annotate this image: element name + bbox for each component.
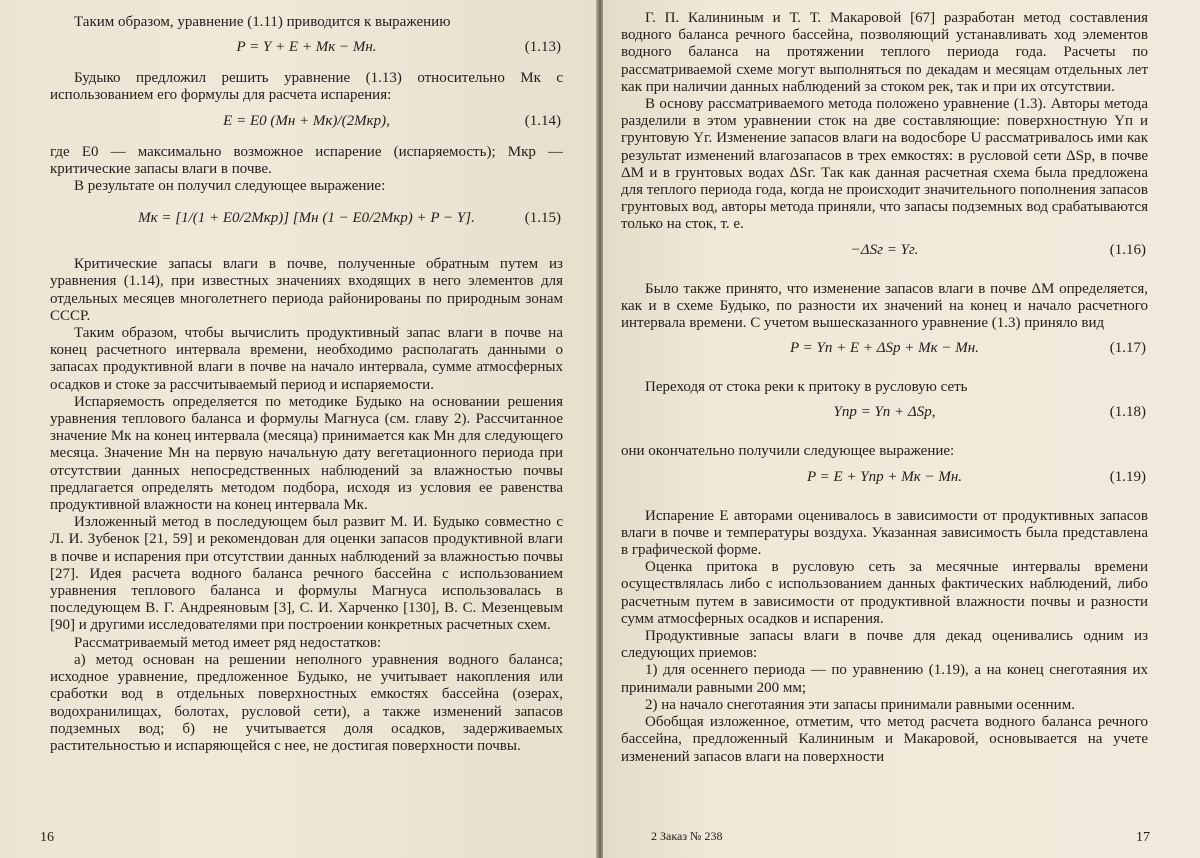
paragraph: Г. П. Калининым и Т. Т. Макаровой [67] разработан метод составления водного баланса речного бассейна, позволяющий устанавливать ход элементов водного баланса на протяжении теплого периода года. Расчеты по рассматриваемой схеме могут выполняться по декадам и месяцам отдельных лет как при наличии данных наблюдений за стоком рек, так и при их отсутствии. xyxy=(621,10,1148,95)
list-item: 1) для осеннего периода — по уравнению (1.19), а на конец снеготаяния их принимали равными 200 мм; xyxy=(621,662,1148,696)
equation-body: Yпр = Yп + ΔSр, xyxy=(833,404,936,421)
paragraph: Переходя от стока реки к притоку в русловую сеть xyxy=(645,379,968,396)
equation-1-15 xyxy=(50,198,563,238)
paragraph: а) метод основан на решении неполного уравнения водного баланса; исходное уравнение, предложенное Будыко, не учитывает накопления или сработки вод в отдельных поверхностных емкостях бассейна (озерах, водохранилищах, болотах, русловой сети), а также изменений запасов подземных вод; б) не учитывается доля осадков, задерживаемых растительностью и испаряющейся с нее, не достигая поверхности почвы. xyxy=(50,651,563,754)
equation-number: (1.18) xyxy=(1109,404,1146,421)
right-page xyxy=(603,0,1200,858)
paragraph: где E0 — максимально возможное испарение (испаряемость); Mкр — критические запасы влаги в почве. xyxy=(50,143,563,177)
paragraph: они окончательно получили следующее выражение: xyxy=(621,443,955,460)
equation-1-19 xyxy=(621,464,1148,490)
equation-number: (1.16) xyxy=(1109,241,1146,258)
equation-1-18 xyxy=(621,399,1148,425)
page-number: 17 xyxy=(1136,830,1150,845)
spacer xyxy=(621,365,1148,379)
paragraph: Испаряемость определяется по методике Будыко на основании решения уравнения теплового баланса и формулы Магнуса (см. главу 2). Рассчитанное значение Mк на конец интервала (месяца) принимается как Mн для следующего месяца. Значение Mн на первую начальную дату вегетационного периода при отсутствии данных непосредственных наблюдений за влажностью почвы предлагается определять методом подбора, исходя из условия ее равенства продуктивной влажности на конец интервала Mк. xyxy=(50,393,563,514)
equation-body: P = Yп + E + ΔSр + Mк − Mн. xyxy=(789,340,979,357)
spacer xyxy=(50,242,563,256)
paragraph: Таким образом, чтобы вычислить продуктивный запас влаги в почве на конец расчетного интервала времени, необходимо располагать данными о запасах продуктивной влаги в почве на начало интервала, сумме атмосферных осадков и стоке за рассчитываемый период и испаряемости. xyxy=(50,325,563,393)
page-number: 16 xyxy=(40,830,54,845)
paragraph: Будыко предложил решить уравнение (1.13) относительно Mк с использованием его формулы для расчета испарения: xyxy=(50,70,563,104)
paragraph: Обобщая изложенное, отметим, что метод расчета водного баланса речного бассейна, предложенный Калининым и Макаровой, основывается на учете изменений запасов влаги на поверхности xyxy=(621,714,1148,765)
paragraph: В результате он получил следующее выражение: xyxy=(74,178,386,195)
paragraph: Таким образом, уравнение (1.11) приводится к выражению xyxy=(74,14,451,30)
paragraph: Критические запасы влаги в почве, полученные обратным путем из уравнения (1.14), при известных значениях входящих в него элементов для отдельных месяцев многолетнего периода районированы по природным зонам СССР. xyxy=(50,256,563,324)
equation-body: Mк = [1/(1 + E0/2Mкр)] [Mн (1 − E0/2Mкр) + P − Y]. xyxy=(138,210,475,227)
paragraph: Рассматриваемый метод имеет ряд недостатков: xyxy=(74,634,382,651)
equation-number: (1.17) xyxy=(1109,340,1146,357)
equation-1-16 xyxy=(621,237,1148,263)
equation-number: (1.19) xyxy=(1109,468,1146,485)
spacer xyxy=(621,429,1148,443)
equation-body: P = E + Yпр + Mк − Mн. xyxy=(806,468,963,485)
spacer xyxy=(621,494,1148,508)
paragraph: Продуктивные запасы влаги в почве для декад оценивались одним из следующих приемов: xyxy=(621,628,1148,662)
equation-number: (1.14) xyxy=(524,112,561,129)
equation-1-13 xyxy=(50,34,563,60)
equation-number: (1.15) xyxy=(524,210,561,227)
equation-number: (1.13) xyxy=(524,39,561,56)
paragraph: Оценка притока в русловую сеть за месячные интервалы времени осуществлялась либо с использованием данных фактических наблюдений, либо расчетным путем в зависимости от продуктивной влажности почвы и разности сумм атмосферных осадков и испарения. xyxy=(621,559,1148,627)
paragraph: В основу рассматриваемого метода положено уравнение (1.3). Авторы метода разделили в этом уравнении сток на две составляющие: поверхностную Yп и грунтовую Yг. Изменение запасов влаги на водосборе U рассматривалось ими как результат изменений влагозапасов в трех емкостях: в русловой сети ΔSр, в почве ΔM и в грунтовых водах ΔSг. Так как данная расчетная схема была предложена для теплого периода года, когда не происходит значительного пополнения запасов грунтовых вод, авторы метода приняли, что запасы подземных вод срабатываются только на сток, т. е. xyxy=(621,96,1148,233)
equation-body: E = E0 (Mн + Mк)/(2Mкр), xyxy=(223,112,390,129)
equation-1-17 xyxy=(621,335,1148,361)
spacer xyxy=(621,267,1148,281)
list-item: 2) на начало снеготаяния эти запасы принимали равными осенним. xyxy=(645,696,1075,713)
equation-1-14 xyxy=(50,108,563,134)
paragraph: Было также принято, что изменение запасов влаги в почве ΔM определяется, как и в схеме Будыко, по разности их значений на конец и начало расчетного интервала времени. С учетом вышесказанного уравнение (1.3) приняло вид xyxy=(621,280,1148,332)
equation-body: P = Y + E + Mк − Mн. xyxy=(236,39,377,56)
paragraph: Испарение E авторами оценивалось в зависимости от продуктивных запасов влаги в почве и температуры воздуха. Указанная зависимость была представлена в графической форме. xyxy=(621,507,1148,559)
left-page xyxy=(0,0,597,858)
paragraph: Изложенный метод в последующем был развит М. И. Будыко совместно с Л. И. Зубенок [21, 59] и рекомендован для оценки запасов продуктивной влаги в почве и испарения при отсутствии данных наблюдений за влажностью почвы [27]. Идея расчета водного баланса речного бассейна с использованием уравнения теплового баланса и формулы Магнуса использовалась в последующем В. Г. Андреяновым [3], С. И. Харченко [130], В. С. Мезенцевым [90] и другими исследователями при построении конкретных расчетных схем. xyxy=(50,514,563,634)
printer-signature: 2 Заказ № 238 xyxy=(651,829,723,843)
equation-body: −ΔSг = Yг. xyxy=(850,241,919,258)
